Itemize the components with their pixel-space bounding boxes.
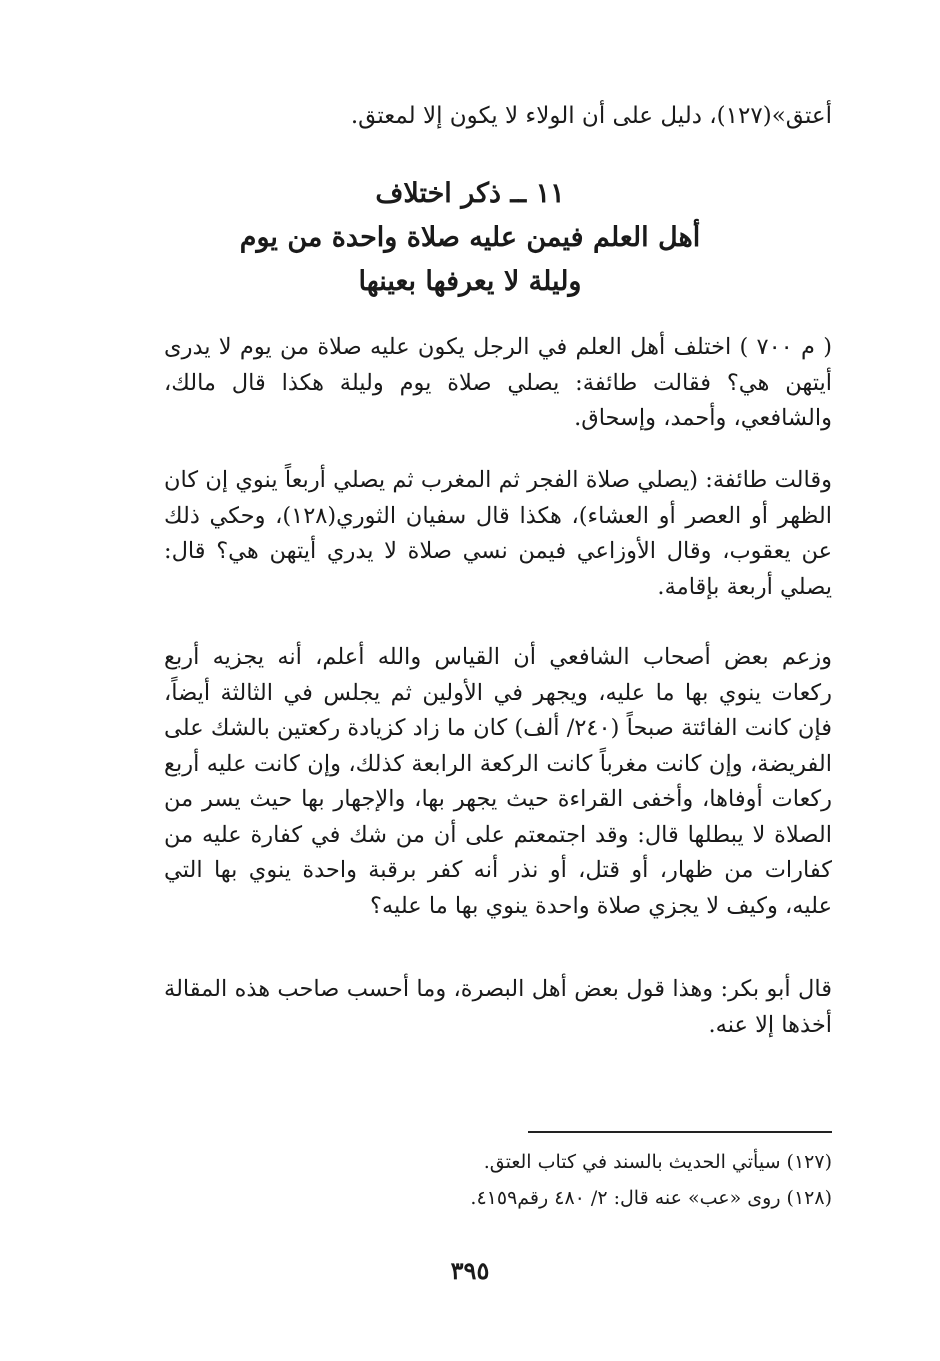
footnote-127: (١٢٧) سيأتي الحديث بالسند في كتاب العتق. (483, 1151, 832, 1173)
paragraph-1: ( م ٧٠٠ ) اختلف أهل العلم في الرجل يكون عليه صلاة من يوم لا يدرى أيتهن هي؟ فقالت طائفة: يصلي صلاة يوم وليلة هكذا قال مالك، والشافعي، وأحمد، وإسحاق. (164, 334, 832, 431)
page-number: ٣٩٥ (450, 1256, 490, 1285)
chapter-heading-line-2: أهل العلم فيمن عليه صلاة واحدة من يوم (239, 222, 701, 253)
opening-line: أعتق»(١٢٧)، دليل على أن الولاء لا يكون إلا لمعتق. (350, 103, 832, 129)
chapter-heading (170, 172, 770, 304)
paragraph-2: وقالت طائفة: (يصلي صلاة الفجر ثم المغرب ثم يصلي أربعاً ينوي إن كان الظهر أو العصر أو العشاء)، هكذا قال سفيان الثوري(١٢٨)، وحكي ذلك عن يعقوب، وقال الأوزاعي فيمن نسي صلاة لا يدري أيتهن هي؟ قال: يصلي أربعة بإقامة. (164, 467, 832, 600)
footnote-128: (١٢٨) روى «عب» عنه قال: ٢/ ٤٨٠ رقم٤١٥٩. (470, 1187, 832, 1209)
footnotes (232, 1144, 832, 1216)
paragraph-4: قال أبو بكر: وهذا قول بعض أهل البصرة، وما أحسب صاحب هذه المقالة أخذها إلا عنه. (164, 976, 832, 1038)
chapter-heading-line-1: ١١ ــ ذكر اختلاف (375, 178, 565, 209)
paragraph-3: وزعم بعض أصحاب الشافعي أن القياس والله أعلم، أنه يجزيه أربع ركعات ينوي بها ما عليه، ويجهر في الأولين ثم يجلس في الثالثة أيضاً، فإن كانت الفائتة صبحاً (٢٤٠/ ألف) كان ما زاد كزيادة ركعتين بالشك على الفريضة، وإن كانت مغرباً كانت الركعة الرابعة كذلك، وإن كانت عليه أربع ركعات أوفاها، وأخفى القراءة حيث يجهر بها، والإجهار بها حيث يسر من الصلاة لا يبطلها قال: وقد اجتمعتم على أن من شك في كفارة عليه من كفارات من ظهار، أو قتل، أو نذر أنه كفر برقبة واحدة ينوي بها التي عليه، وكيف لا يجزي صلاة واحدة ينوي بها ما عليه؟ (164, 644, 832, 919)
chapter-heading-line-3: وليلة لا يعرفها بعينها (358, 266, 582, 297)
footnote-divider (528, 1131, 832, 1133)
